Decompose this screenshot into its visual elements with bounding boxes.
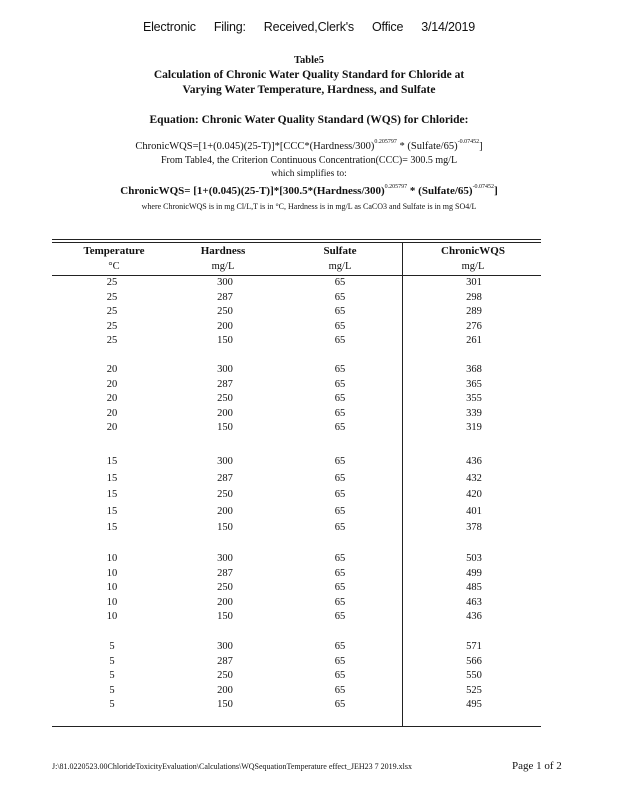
cell-temperature: 10: [106, 553, 118, 564]
cell-chronic-wqs: 550: [466, 670, 482, 681]
formula-general-exp1: 0.205797: [374, 139, 397, 145]
unit-sulfate: mg/L: [328, 261, 352, 272]
cell-temperature: 10: [106, 596, 118, 608]
cell-chronic-wqs: 499: [466, 567, 482, 579]
table-top-rule-double: [52, 242, 541, 243]
cell-chronic-wqs: 432: [466, 472, 482, 484]
cell-chronic-wqs: 463: [466, 596, 482, 608]
cell-chronic-wqs: 368: [466, 364, 482, 375]
cell-sulfate: 65: [334, 684, 346, 696]
cell-sulfate: 65: [334, 277, 346, 288]
cell-hardness: 287: [217, 378, 233, 390]
cell-chronic-wqs: 436: [466, 456, 482, 467]
cell-hardness: 150: [217, 422, 233, 433]
cell-sulfate: 65: [334, 522, 346, 533]
simplifies-note: which simplifies to:: [271, 169, 347, 179]
cell-hardness: 200: [217, 407, 233, 419]
cell-chronic-wqs: 276: [466, 320, 482, 332]
formula-general-exp2: -0.07452: [457, 139, 480, 145]
formula-simplified-main: ChronicWQS= [1+(0.045)(25-T)]*[300.5*(Hardness/300): [120, 185, 385, 197]
cell-sulfate: 65: [334, 393, 346, 404]
cell-temperature: 25: [106, 291, 118, 303]
filing-electronic: Electronic: [142, 20, 196, 34]
cell-temperature: 15: [106, 456, 118, 467]
cell-chronic-wqs: 339: [466, 407, 482, 419]
table-title-line1: Calculation of Chronic Water Quality Standard for Chloride at: [153, 69, 465, 81]
cell-sulfate: 65: [334, 378, 346, 390]
formula-simplified-exp1: 0.205797: [384, 184, 408, 190]
unit-hardness: mg/L: [211, 261, 235, 272]
cell-chronic-wqs: 525: [466, 684, 482, 696]
cell-temperature: 15: [106, 489, 118, 500]
cell-temperature: 5: [109, 684, 115, 696]
header-temperature: Temperature: [83, 245, 145, 257]
cell-sulfate: 65: [334, 567, 346, 579]
cell-chronic-wqs: 503: [466, 553, 482, 564]
cell-temperature: 20: [106, 364, 118, 375]
formula-general: [0, 139, 618, 152]
unit-chronic-wqs: mg/L: [461, 261, 485, 272]
cell-chronic-wqs: 365: [466, 378, 482, 390]
formula-general-main: ChronicWQS=[1+(0.045)(25-T)]*[CCC*(Hardness/300): [135, 141, 375, 152]
cell-hardness: 150: [217, 335, 233, 346]
cell-temperature: 25: [106, 335, 118, 346]
cell-chronic-wqs: 485: [466, 582, 482, 593]
cell-temperature: 15: [106, 472, 118, 484]
formula-simplified-exp2: -0.07452: [472, 184, 495, 190]
cell-hardness: 200: [217, 684, 233, 696]
cell-hardness: 200: [217, 596, 233, 608]
header-hardness: Hardness: [200, 245, 246, 257]
equation-label: Equation: Chronic Water Quality Standard (WQS) for Chloride:: [149, 114, 469, 126]
cell-chronic-wqs: 420: [466, 489, 482, 500]
cell-sulfate: 65: [334, 407, 346, 419]
formula-general-end: ]: [479, 141, 483, 152]
cell-chronic-wqs: 261: [466, 335, 482, 346]
formula-simplified: [0, 184, 618, 197]
ccc-note: From Table4, the Criterion Continuous Concentration(CCC)= 300.5 mg/L: [160, 155, 458, 166]
cell-temperature: 25: [106, 306, 118, 317]
cell-sulfate: 65: [334, 320, 346, 332]
cell-chronic-wqs: 319: [466, 422, 482, 433]
table-column-divider: [402, 242, 403, 726]
cell-hardness: 250: [217, 582, 233, 593]
cell-hardness: 250: [217, 670, 233, 681]
filing-date: 3/14/2019: [421, 20, 476, 34]
cell-chronic-wqs: 289: [466, 306, 482, 317]
cell-hardness: 250: [217, 306, 233, 317]
cell-hardness: 250: [217, 393, 233, 404]
cell-hardness: 150: [217, 611, 233, 622]
filing-office: Office: [372, 20, 404, 34]
cell-chronic-wqs: 436: [466, 611, 482, 622]
formula-general-mid: * (Sulfate/65): [396, 141, 458, 152]
table-top-rule: [52, 239, 541, 240]
cell-hardness: 300: [217, 277, 233, 288]
cell-hardness: 200: [217, 320, 233, 332]
cell-chronic-wqs: 298: [466, 291, 482, 303]
cell-hardness: 287: [217, 655, 233, 667]
cell-hardness: 150: [217, 522, 233, 533]
formula-simplified-end: ]: [494, 185, 498, 197]
cell-chronic-wqs: 495: [466, 699, 482, 710]
cell-sulfate: 65: [334, 364, 346, 375]
cell-sulfate: 65: [334, 489, 346, 500]
cell-chronic-wqs: 355: [466, 393, 482, 404]
cell-hardness: 287: [217, 472, 233, 484]
cell-hardness: 300: [217, 553, 233, 564]
formula-simplified-mid: * (Sulfate/65): [407, 185, 473, 197]
cell-chronic-wqs: 401: [466, 505, 482, 517]
cell-chronic-wqs: 378: [466, 522, 482, 533]
cell-temperature: 25: [106, 320, 118, 332]
cell-temperature: 5: [109, 670, 115, 681]
cell-sulfate: 65: [334, 335, 346, 346]
filing-filing: Filing:: [213, 20, 246, 34]
footer-page-number: Page 1 of 2: [512, 760, 562, 772]
cell-hardness: 300: [217, 364, 233, 375]
cell-temperature: 20: [106, 407, 118, 419]
cell-sulfate: 65: [334, 291, 346, 303]
cell-sulfate: 65: [334, 641, 346, 652]
cell-temperature: 5: [109, 655, 115, 667]
cell-temperature: 10: [106, 582, 118, 593]
cell-sulfate: 65: [334, 505, 346, 517]
cell-hardness: 150: [217, 699, 233, 710]
footer-file-path: J:\81.0220523.00ChlorideToxicityEvaluation\Calculations\WQSequationTemperature effect_JEH23 7 2019.xlsx: [52, 762, 412, 771]
cell-sulfate: 65: [334, 422, 346, 433]
cell-hardness: 287: [217, 567, 233, 579]
cell-temperature: 20: [106, 378, 118, 390]
cell-temperature: 20: [106, 393, 118, 404]
table-header-rule: [52, 275, 541, 276]
cell-hardness: 300: [217, 456, 233, 467]
cell-temperature: 20: [106, 422, 118, 433]
cell-hardness: 200: [217, 505, 233, 517]
unit-temperature: °C: [108, 261, 120, 272]
table-number: Table5: [294, 55, 324, 66]
cell-temperature: 15: [106, 505, 118, 517]
cell-temperature: 25: [106, 277, 118, 288]
header-chronic-wqs: ChronicWQS: [441, 245, 505, 257]
table-bottom-rule: [52, 726, 541, 727]
cell-sulfate: 65: [334, 456, 346, 467]
units-note: where ChronicWQS is in mg Cl/L,T is in °C, Hardness is in mg/L as CaCO3 and Sulfate is in mg SO4/L: [141, 202, 477, 211]
cell-sulfate: 65: [334, 472, 346, 484]
cell-temperature: 15: [106, 522, 118, 533]
cell-sulfate: 65: [334, 670, 346, 681]
cell-sulfate: 65: [334, 553, 346, 564]
cell-chronic-wqs: 301: [466, 277, 482, 288]
cell-sulfate: 65: [334, 655, 346, 667]
cell-temperature: 5: [109, 641, 115, 652]
cell-hardness: 250: [217, 489, 233, 500]
cell-sulfate: 65: [334, 611, 346, 622]
cell-hardness: 300: [217, 641, 233, 652]
cell-sulfate: 65: [334, 699, 346, 710]
cell-sulfate: 65: [334, 306, 346, 317]
cell-temperature: 10: [106, 611, 118, 622]
cell-sulfate: 65: [334, 596, 346, 608]
filing-stamp: [0, 20, 618, 34]
header-sulfate: Sulfate: [323, 245, 357, 257]
cell-chronic-wqs: 571: [466, 641, 482, 652]
cell-temperature: 10: [106, 567, 118, 579]
filing-received: Received,Clerk's: [263, 20, 354, 34]
cell-chronic-wqs: 566: [466, 655, 482, 667]
cell-sulfate: 65: [334, 582, 346, 593]
table-title-line2: Varying Water Temperature, Hardness, and Sulfate: [182, 84, 436, 96]
cell-temperature: 5: [109, 699, 115, 710]
cell-hardness: 287: [217, 291, 233, 303]
